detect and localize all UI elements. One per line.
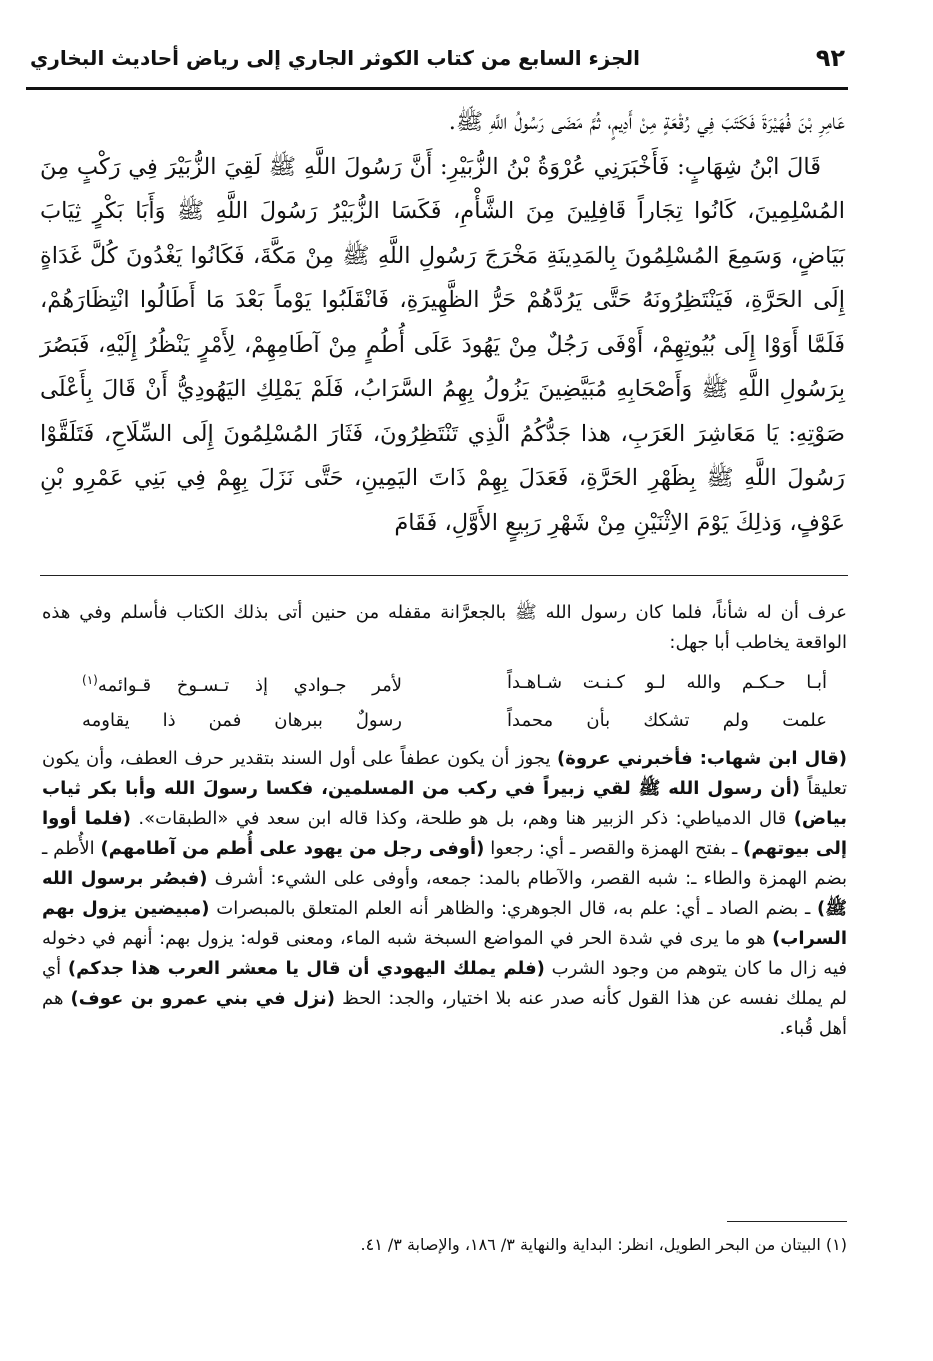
- explanation-text: قال الدمياطي: ذكر الزبير هنا وهم، بل هو طلحة، وكذا قاله ابن سعد في «الطبقات».: [130, 808, 794, 829]
- footnote: (١) البيتان من البحر الطويل، انظر: البداية والنهاية ٣/ ١٨٦، والإصابة ٣/ ٤١.: [360, 1235, 847, 1254]
- quote-nazala: (نزل في بني عمرو بن عوف): [70, 988, 336, 1009]
- commentary-explanation: [42, 744, 847, 1044]
- explanation-text: الأُطم ـ بضم الهمزة والطاء ـ: شبه القصر، والآطام بالمد: جمعه، وأوفى على الشيء: أشرف: [42, 838, 847, 889]
- section-divider: [40, 575, 848, 576]
- poem-verse-2-first: علمت ولم تشكك بأن محمداً: [507, 710, 827, 731]
- commentary-intro: عرف أن له شأناً، فلما كان رسول الله ﷺ بالجعرَّانة مقفله من حنين أتى بذلك الكتاب فأسلم وفي هذه الواقعة يخاطب أبا جهل:: [42, 602, 847, 653]
- poem-verse-1-second-text: لأمر جـوادي إذ تـسـوخ قـوائمه: [97, 675, 402, 696]
- poem-verse-1-second: [82, 665, 402, 701]
- hadith-paragraph-2: قَالَ ابْنُ شِهَابٍ: فَأَخْبَرَنِي عُرْوَةُ بْنُ الزُّبَيْرِ: أَنَّ رَسُولَ اللَّهِ ﷺ لَقِيَ الزُّبَيْرَ فِي رَكْبٍ مِنَ المُسْلِمِينَ، كَانُوا تِجَاراً قَافِلِينَ مِنَ الشَّأْمِ، فَكَسَا الزُّبَيْرُ رَسُولَ اللَّهِ ﷺ وَأَبَا بَكْرٍ ثِيَابَ بَيَاضٍ، وَسَمِعَ المُسْلِمُونَ بِالمَدِينَةِ مَخْرَجَ رَسُولِ اللَّهِ ﷺ مِنْ مَكَّةَ، فَكَانُوا يَغْدُونَ كُلَّ غَدَاةٍ إِلَى الحَرَّةِ، فَيَنْتَظِرُونَهُ حَتَّى يَرُدَّهُمْ حَرُّ الظَّهِيرَةِ، فَانْقَلَبُوا يَوْماً بَعْدَ مَا أَطَالُوا انْتِظَارَهُمْ، فَلَمَّا أَوَوْا إِلَى بُيُوتِهِمْ، أَوْفَى رَجُلٌ مِنْ يَهُودَ عَلَى أُطُمٍ مِنْ آطَامِهِمْ، لِأَمْرٍ يَنْظُرُ إِلَيْهِ، فَبَصُرَ بِرَسُولِ اللَّهِ ﷺ وَأَصْحَابِهِ مُبَيَّضِينَ يَزُولُ بِهِمُ السَّرَابُ، فَلَمْ يَمْلِكِ اليَهُودِيُّ أَنْ قَالَ بِأَعْلَى صَوْتِهِ: يَا مَعَاشِرَ العَرَبِ، هذا جَدُّكُمُ الَّذِي تَنْتَظِرُونَ، فَثَارَ المُسْلِمُونَ إِلَى السِّلَاحِ، فَتَلَقَّوْا رَسُولَ اللَّهِ ﷺ بِظَهْرِ الحَرَّةِ، فَعَدَلَ بِهِمْ ذَاتَ اليَمِينِ، حَتَّى نَزَلَ بِهِمْ فِي بَنِي عَمْرِو بْنِ عَوْفٍ، وَذلِكَ يَوْمَ الاِثْنَيْنِ مِنْ شَهْرِ رَبِيعٍ الأَوَّلِ، فَقَامَ: [40, 153, 845, 536]
- explanation-text: أي لم يملك نفسه عن هذا القول كأنه صدر عنه بلا اختيار، والجد: الحظ: [42, 958, 847, 1009]
- quote-ibn-shihab: (قال ابن شهاب: فأخبرني عروة): [557, 748, 848, 769]
- footnote-marker: (١): [82, 673, 98, 687]
- quote-basura: (فبصُر برسول الله ﷺ): [42, 868, 847, 919]
- poem-verse-1: [42, 664, 847, 702]
- explanation-text: هو ما يرى في شدة الحر في المواضع السبخة شبه الماء، ومعنى قوله: يزول بهم: أنهم في دخوله فيه زال ما كان يتوهم من وجود الشرب: [42, 928, 847, 979]
- hadith-paragraph-1: عَامِرِ بْنَ فُهَيْرَةَ فَكَتَبَ فِي رُقْعَةٍ مِنْ أَدِيمٍ، ثُمَّ مَضَى رَسُولُ اللَّهِ ﷺ.: [448, 109, 845, 135]
- poem-verse-2-second: رسولٌ ببرهان فمن ذا يقاومه: [82, 710, 402, 731]
- quote-awfa: (أوفى رجل من يهود على أُطم من آطامهم): [100, 838, 485, 859]
- quote-awaw: (فلما أووا إلى بيوتهم): [42, 808, 848, 859]
- poem-verse-1-first: أبـا حـكـم والله لـو كـنـت شـاهـداً: [507, 672, 827, 693]
- quote-zubayr: (أن رسول الله ﷺ لقي زبيراً في ركب من المسلمين، فكسا رسولَ الله وأبا بكر ثياب بياض): [42, 778, 847, 829]
- poem: [42, 664, 847, 740]
- hadith-text: [40, 100, 845, 545]
- quote-yahudi: (فلم يملك اليهودي أن قال يا معشر العرب هذا جدكم): [67, 958, 545, 979]
- poem-verse-2: [42, 702, 847, 740]
- explanation-text: هم أهل قُباء.: [42, 988, 847, 1039]
- page-header: [30, 40, 845, 84]
- running-title: الجزء السابع من كتاب الكوثر الجاري إلى رياض أحاديث البخاري: [30, 46, 640, 70]
- quote-mubayyadin: (مبيضين يزول بهم السراب): [42, 898, 847, 949]
- page-number: ٩٢: [815, 44, 845, 72]
- footnote-divider: [727, 1221, 847, 1222]
- explanation-text: ـ بضم الصاد ـ أي: علم به، قال الجوهري: والظاهر أنه العلم المتعلق بالمبصرات: [209, 898, 818, 919]
- explanation-text: يجوز أن يكون عطفاً على أول السند بتقدير حرف العطف، وأن يكون تعليقاً: [42, 748, 847, 799]
- explanation-text: ـ بفتح الهمزة والقصر ـ أي: رجعوا: [484, 838, 744, 859]
- commentary: [42, 598, 847, 1044]
- header-rule: [26, 87, 848, 90]
